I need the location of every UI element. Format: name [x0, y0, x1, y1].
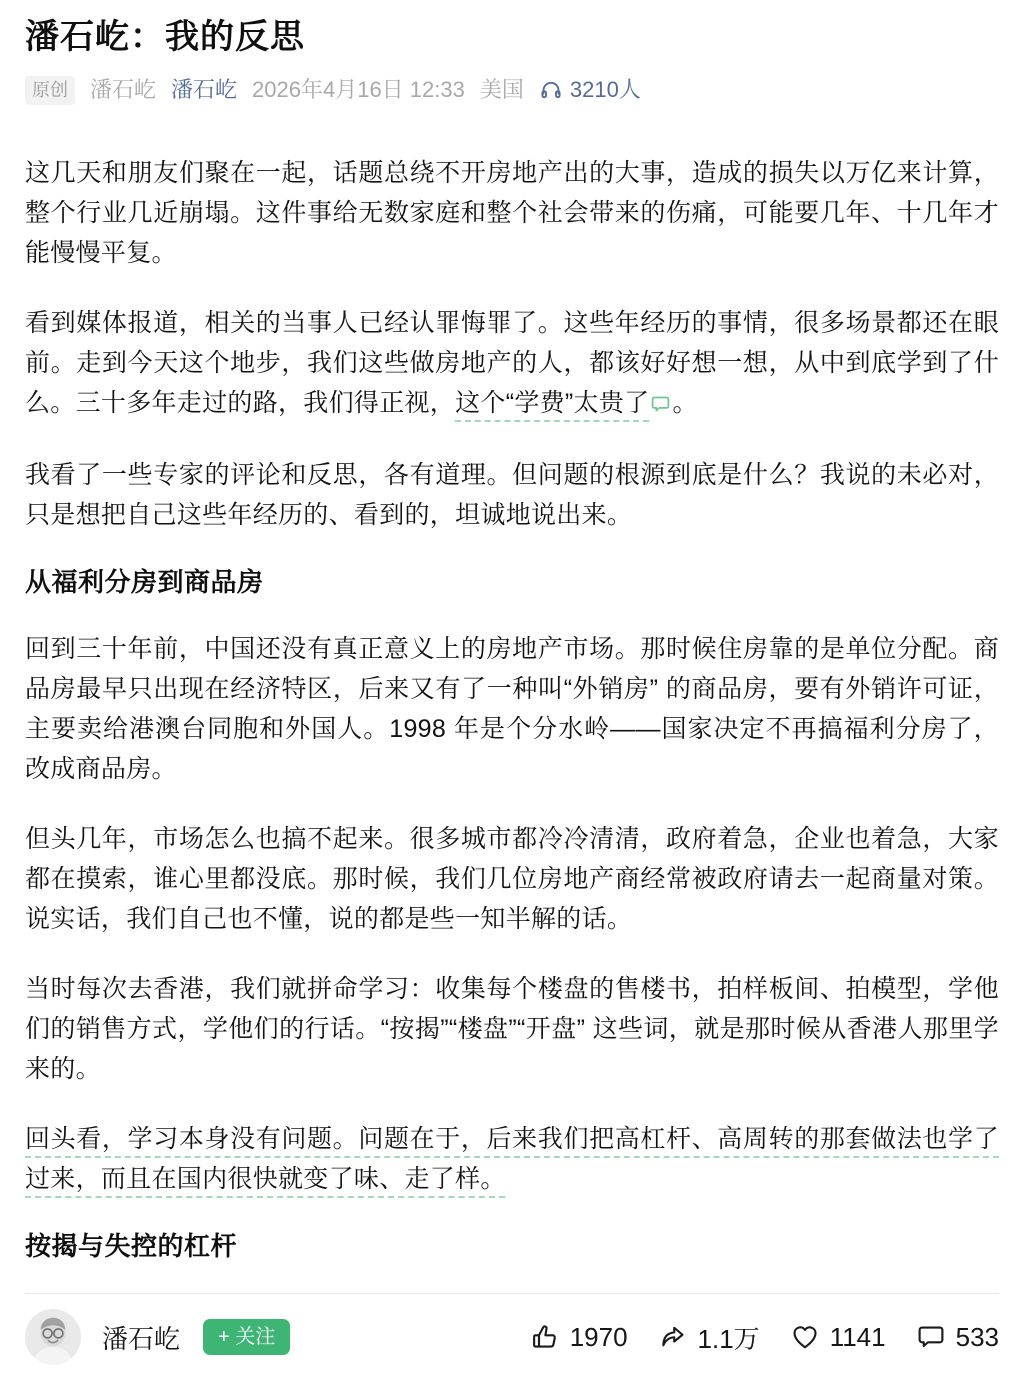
- footer-author-name: 潘石屹: [102, 1323, 181, 1354]
- highlighted-text[interactable]: 这个“学费”太贵了: [455, 389, 650, 418]
- original-badge: 原创: [25, 76, 75, 106]
- comment-button[interactable]: [916, 1322, 999, 1353]
- article-body: [25, 153, 999, 1263]
- comment-count: 533: [955, 1321, 999, 1352]
- paragraph: [25, 1119, 999, 1199]
- author-bar: [25, 1309, 999, 1365]
- heart-button[interactable]: [790, 1322, 886, 1353]
- highlighted-text[interactable]: 回头看，学习本身没有问题。问题在于，后来我们把高杠杆、高周转的那套做法也学了过来，而且在国内很快就变了味、走了样。: [25, 1125, 999, 1194]
- paragraph-text: 。: [672, 389, 698, 418]
- footer-divider: [25, 1293, 999, 1294]
- publish-datetime: 2026年4月16日 12:33: [252, 77, 465, 103]
- paragraph: [25, 303, 999, 425]
- publish-location: 美国: [479, 77, 524, 103]
- headphones-icon: [539, 78, 563, 102]
- like-count: 1970: [569, 1321, 628, 1352]
- share-count: 1.1万: [697, 1323, 760, 1354]
- note-comment-icon[interactable]: [651, 385, 670, 425]
- thumbs-up-icon: [530, 1322, 560, 1352]
- article-page: [0, 16, 1024, 1365]
- article-meta: [25, 76, 999, 106]
- heart-icon: [790, 1322, 820, 1352]
- author-name-meta: 潘石屹: [90, 77, 157, 103]
- paragraph: 这几天和朋友们聚在一起，话题总绕不开房地产出的大事，造成的损失以万亿来计算，整个行业几近崩塌。这件事给无数家庭和整个社会带来的伤痛，可能要几年、十几年才能慢慢平复。: [25, 159, 999, 268]
- account-link[interactable]: 潘石屹: [171, 77, 238, 103]
- listen-count: 3210人: [569, 77, 641, 103]
- listen-count-group[interactable]: [539, 77, 641, 103]
- author-avatar[interactable]: [25, 1309, 81, 1365]
- paragraph: 回到三十年前，中国还没有真正意义上的房地产市场。那时候住房靠的是单位分配。商品房最早只出现在经济特区，后来又有了一种叫“外销房” 的商品房，要有外销许可证，主要卖给港澳台同胞和外国人。1998 年是个分水岭——国家决定不再搞福利分房了，改成商品房。: [25, 635, 999, 784]
- share-arrow-icon: [658, 1322, 688, 1352]
- section-heading: 从福利分房到商品房: [25, 567, 264, 598]
- paragraph: 但头几年，市场怎么也搞不起来。很多城市都冷冷清清，政府着急，企业也着急，大家都在摸索，谁心里都没底。那时候，我们几位房地产商经常被政府请去一起商量对策。说实话，我们自己也不懂，说的都是些一知半解的话。: [25, 825, 999, 934]
- follow-button[interactable]: + 关注: [203, 1319, 290, 1355]
- paragraph-text: 看到媒体报道，相关的当事人已经认罪悔罪了。这些年经历的事情，很多场景都还在眼前。走到今天这个地步，我们这些做房地产的人，都该好好想一想，从中到底学到了什么。三十多年走过的路，我们得正视，: [25, 309, 999, 418]
- share-button[interactable]: [658, 1319, 760, 1356]
- heart-count: 1141: [829, 1321, 886, 1352]
- paragraph: 当时每次去香港，我们就拼命学习：收集每个楼盘的售楼书，拍样板间、拍模型，学他们的销售方式，学他们的行话。“按揭”“楼盘”“开盘” 这些词，就是那时候从香港人那里学来的。: [25, 975, 999, 1084]
- comment-bubble-icon: [916, 1322, 946, 1352]
- like-button[interactable]: [530, 1322, 628, 1353]
- article-title: 潘石屹：我的反思: [25, 18, 305, 56]
- paragraph: 我看了一些专家的评论和反思，各有道理。但问题的根源到底是什么？我说的未必对，只是想把自己这些年经历的、看到的，坦诚地说出来。: [25, 461, 999, 530]
- section-heading: 按揭与失控的杠杆: [25, 1231, 238, 1262]
- engagement-stats: [530, 1319, 999, 1356]
